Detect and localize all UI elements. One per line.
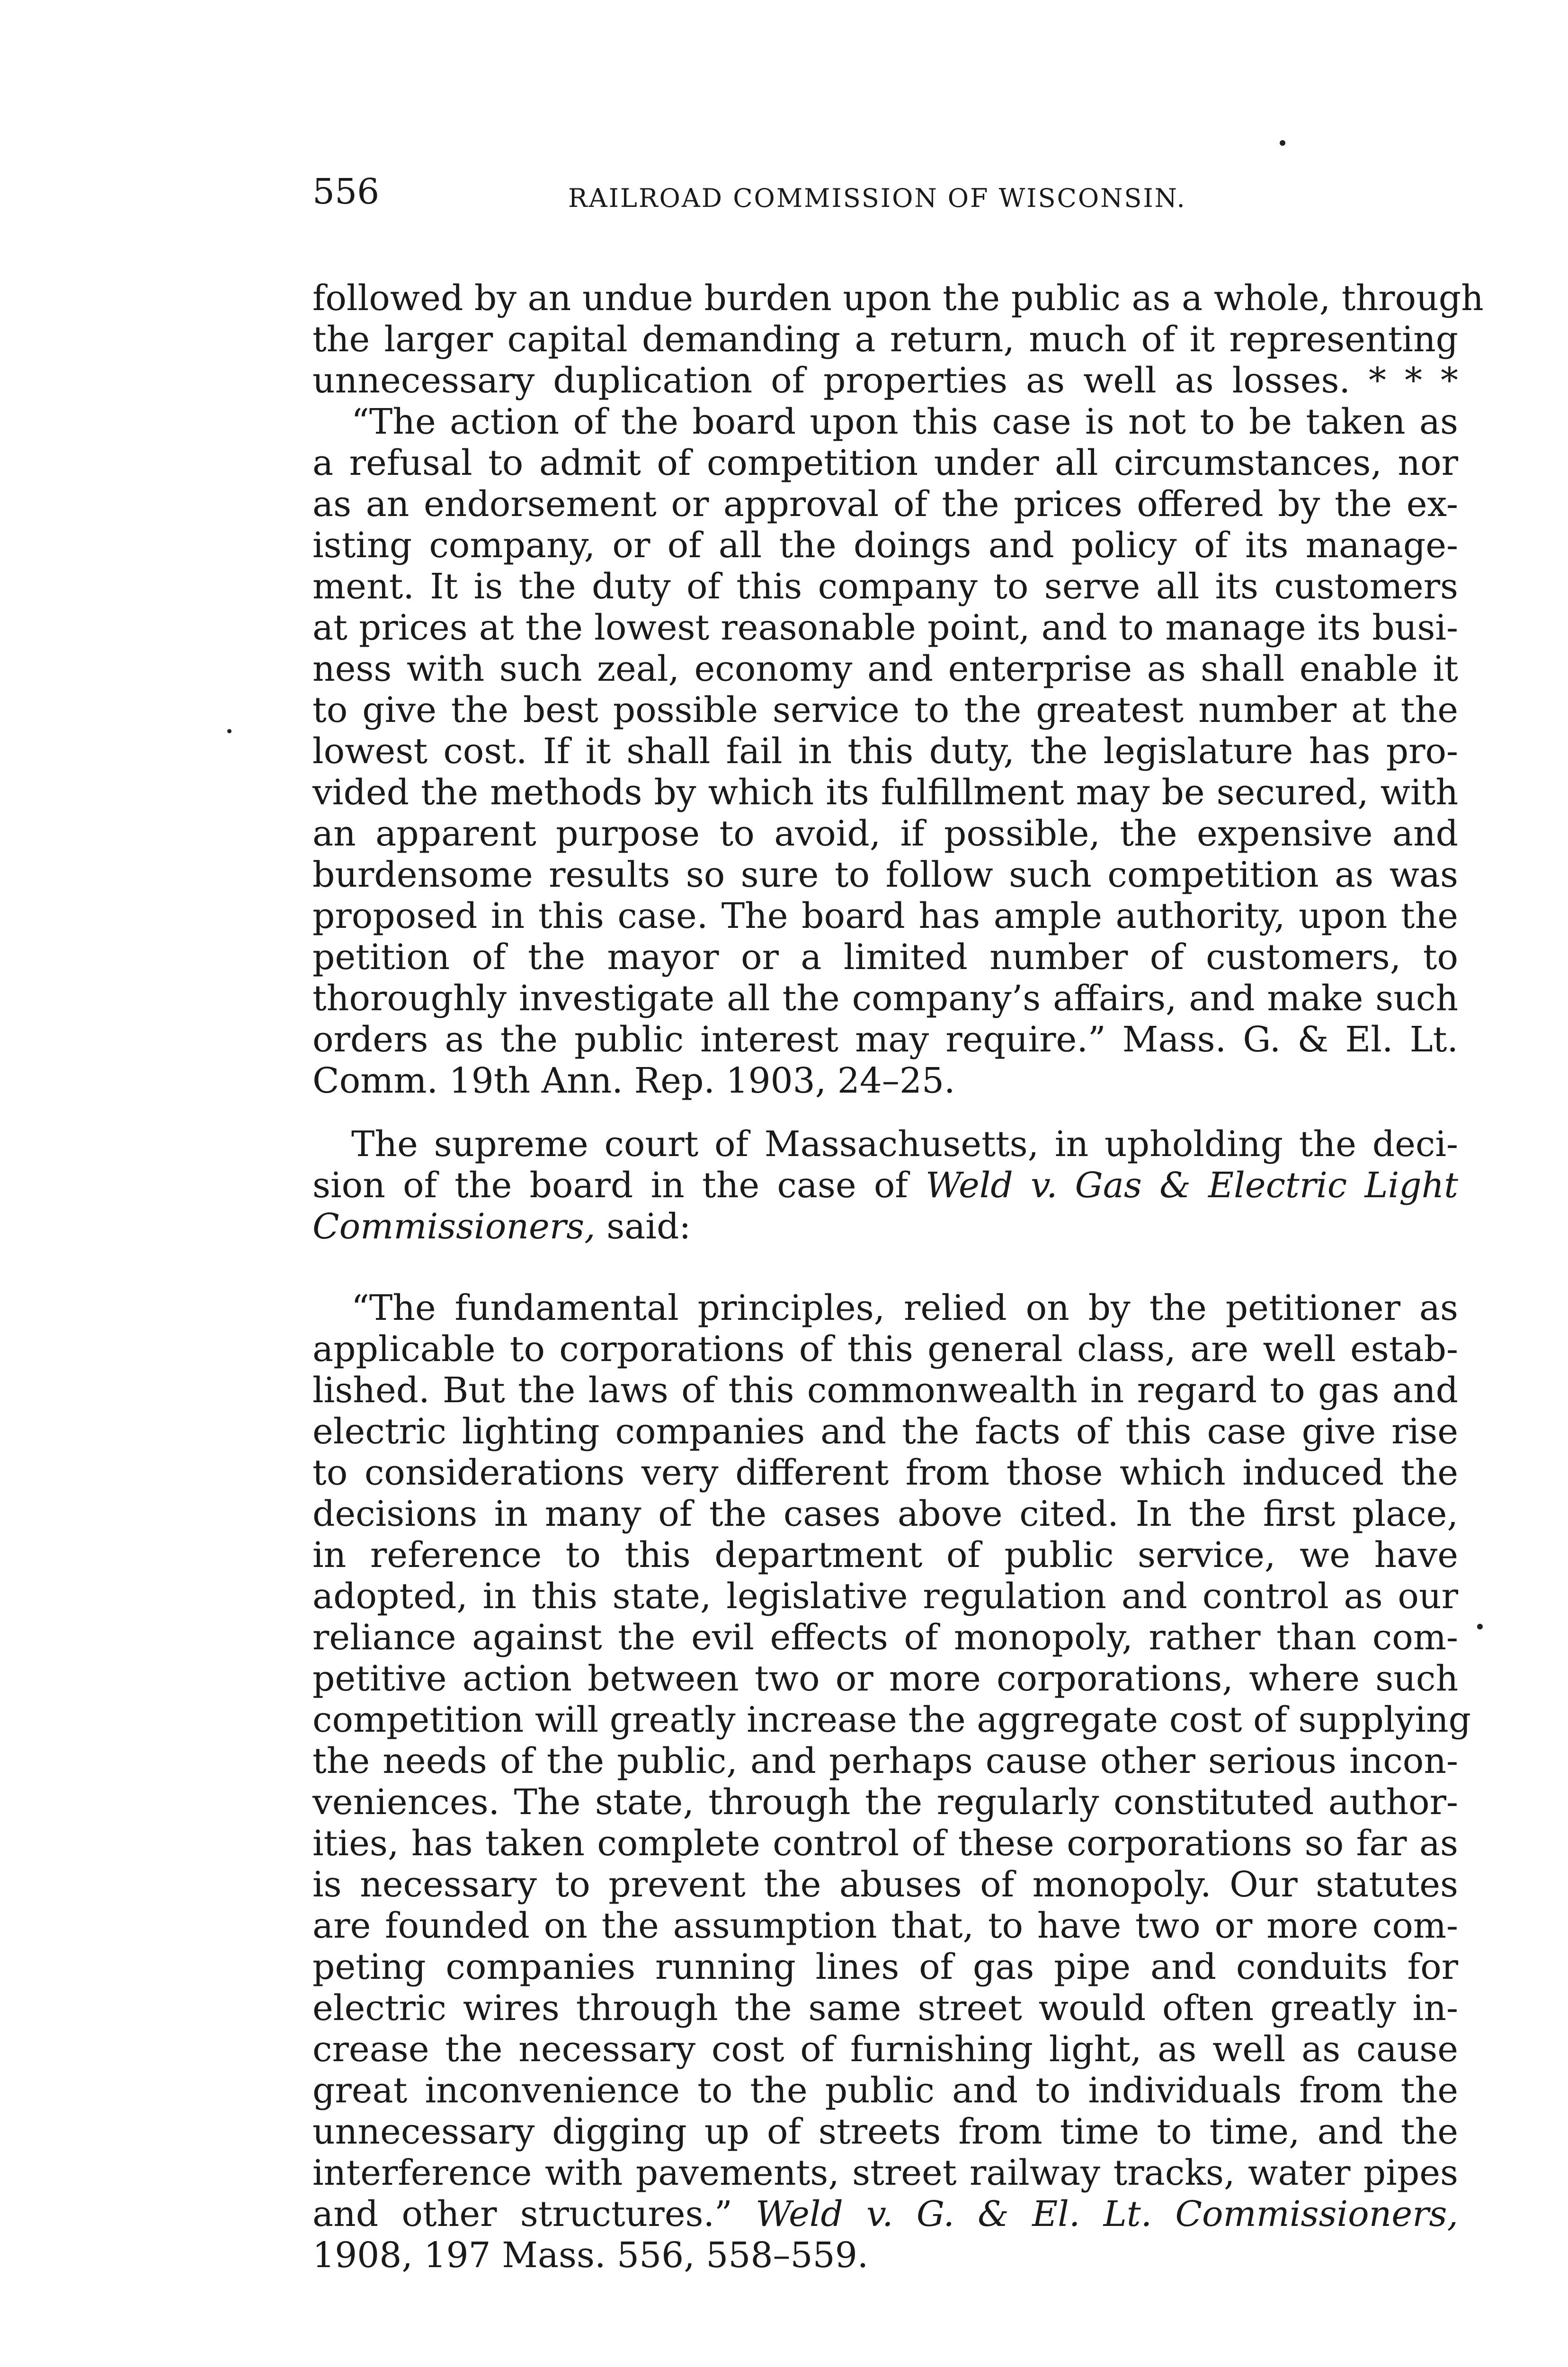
text-line: an apparent purpose to avoid, if possible, the expensive and	[312, 813, 1458, 854]
case-name: Weld v. G. & El. Lt. Commissioners,	[756, 2194, 1458, 2234]
text-line: 1908, 197 Mass. 556, 558–559.	[312, 2235, 869, 2276]
quote-paragraph-one	[312, 278, 1484, 1102]
stray-mark	[1280, 140, 1285, 146]
stray-mark	[227, 729, 232, 733]
text-line: ities, has taken complete control of these corporations so far as	[312, 1823, 1458, 1864]
text-line	[312, 2194, 1458, 2235]
text-line: interference with pavements, street railway tracks, water pipes	[312, 2153, 1458, 2193]
text-line: lowest cost. If it shall fail in this duty, the legislature has pro-	[312, 731, 1458, 772]
text-line: to considerations very different from those which induced the	[312, 1452, 1458, 1493]
text-line: “The action of the board upon this case is not to be taken as	[351, 401, 1458, 442]
text-line: petition of the mayor or a limited number of customers, to	[312, 937, 1458, 978]
case-name: Commissioners,	[312, 1206, 596, 1247]
text-line: Comm. 19th Ann. Rep. 1903, 24–25.	[312, 1060, 955, 1101]
text-line: followed by an undue burden upon the public as a whole, through	[312, 278, 1484, 319]
text-line: proposed in this case. The board has ample authority, upon the	[312, 896, 1458, 936]
text-line: are founded on the assumption that, to have two or more com-	[312, 1905, 1458, 1946]
text-line: “The fundamental principles, relied on by the petitioner as	[351, 1288, 1458, 1328]
intro-paragraph	[312, 1124, 1458, 1247]
stray-mark	[1477, 1624, 1483, 1629]
text-line: electric lighting companies and the facts of this case give rise	[312, 1411, 1458, 1452]
text-line: isting company, or of all the doings and policy of its manage-	[312, 525, 1458, 566]
text-line: ment. It is the duty of this company to serve all its customers	[312, 566, 1458, 607]
text-line: as an endorsement or approval of the prices offered by the ex-	[312, 484, 1458, 525]
running-head: RAILROAD COMMISSION OF WISCONSIN.	[568, 183, 1186, 213]
text-line: orders as the public interest may require.” Mass. G. & El. Lt.	[312, 1019, 1458, 1060]
text-line: burdensome results so sure to follow such competition as was	[312, 854, 1458, 895]
text-line: ness with such zeal, economy and enterprise as shall enable it	[312, 649, 1458, 689]
text-line: unnecessary duplication of properties as well as losses. * * *	[312, 360, 1458, 401]
text-line: thoroughly investigate all the company’s affairs, and make such	[312, 978, 1458, 1019]
text-run: sion of the board in the case of	[312, 1165, 926, 1206]
text-line: lished. But the laws of this commonwealth in regard to gas and	[312, 1370, 1458, 1411]
text-line: the needs of the public, and perhaps cause other serious incon-	[312, 1741, 1458, 1781]
text-line: peting companies running lines of gas pipe and conduits for	[312, 1947, 1458, 1987]
text-line: reliance against the evil effects of monopoly, rather than com-	[312, 1617, 1458, 1658]
text-line: at prices at the lowest reasonable point, and to manage its busi-	[312, 607, 1458, 648]
case-name: Weld v. Gas & Electric Light	[925, 1165, 1459, 1206]
text-line: adopted, in this state, legislative regulation and control as our	[312, 1576, 1458, 1617]
text-line: The supreme court of Massachusetts, in upholding the deci-	[351, 1124, 1458, 1165]
text-line: unnecessary digging up of streets from time to time, and the	[312, 2111, 1458, 2152]
text-line: in reference to this department of public service, we have	[312, 1535, 1458, 1575]
text-line: applicable to corporations of this general class, are well estab-	[312, 1329, 1458, 1370]
text-line	[312, 1206, 1458, 1247]
text-line: decisions in many of the cases above cited. In the first place,	[312, 1494, 1458, 1534]
quote-paragraph-two	[312, 1288, 1471, 2276]
text-line: great inconvenience to the public and to individuals from the	[312, 2070, 1458, 2111]
text-line: to give the best possible service to the greatest number at the	[312, 690, 1458, 730]
text-run: said:	[595, 1206, 691, 1247]
text-line: crease the necessary cost of furnishing light, as well as cause	[312, 2029, 1458, 2070]
text-line: the larger capital demanding a return, much of it representing	[312, 319, 1458, 360]
text-run: and other structures.”	[312, 2194, 756, 2234]
text-line: veniences. The state, through the regularly constituted author-	[312, 1782, 1458, 1823]
page-number: 556	[312, 171, 380, 212]
text-line: petitive action between two or more corporations, where such	[312, 1658, 1458, 1699]
text-line: electric wires through the same street would often greatly in-	[312, 1988, 1458, 2029]
text-line	[312, 1165, 1458, 1206]
text-line: competition will greatly increase the aggregate cost of supplying	[312, 1700, 1471, 1740]
text-line: is necessary to prevent the abuses of monopoly. Our statutes	[312, 1864, 1458, 1905]
text-line: a refusal to admit of competition under all circumstances, nor	[312, 443, 1458, 483]
text-line: vided the methods by which its fulfillment may be secured, with	[312, 772, 1458, 813]
